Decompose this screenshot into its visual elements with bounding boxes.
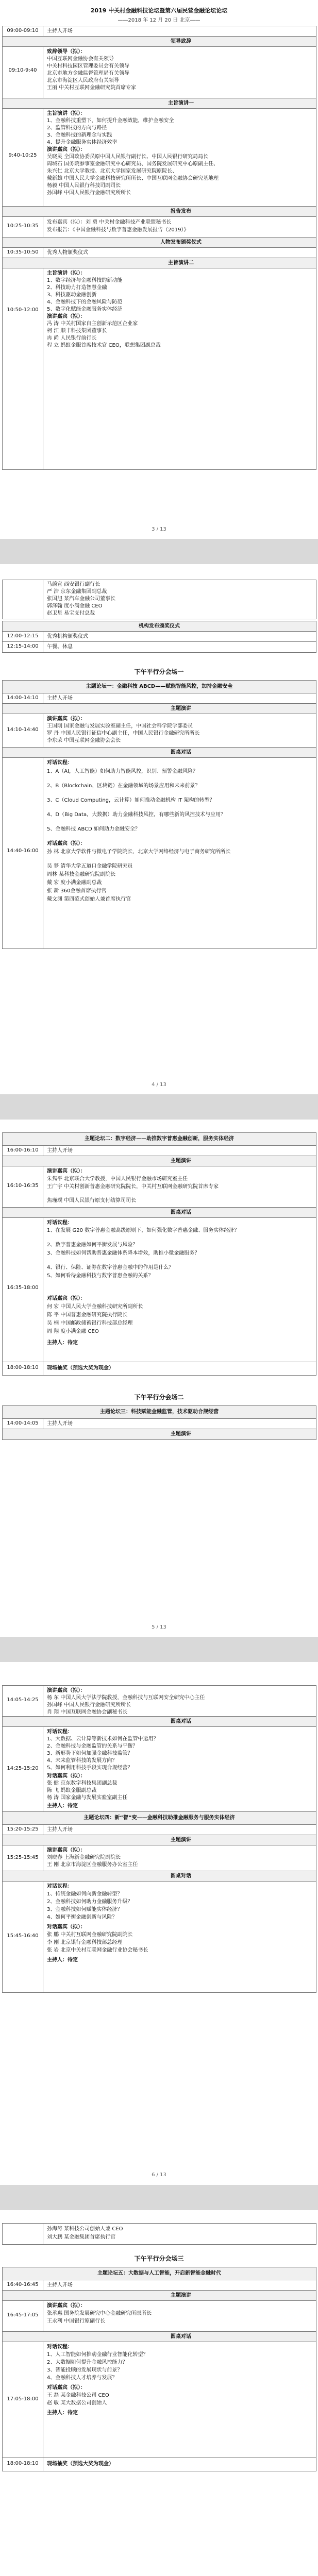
table-row: 主旨演讲一 [3, 98, 316, 109]
table-row: 16:10-16:35 演讲嘉宾（拟）： 朱隽平 北京联合大学教授，中国人民银行金融市场研究室主任 王广宇 中关村创新普惠金融研究院院长，中关村互联网金融研究院首席专家 焦瑾璞 中国人民银行原支付结算司司长 [3, 1166, 316, 1208]
document-subtitle: ——2018 年 12 月 20 日 北京—— [118, 18, 200, 23]
table-row: 主题论坛二：数字经济——助推数字普惠金融创新，服务实体经济 [3, 1133, 316, 1146]
table-row: 圆桌对话 [3, 1208, 316, 1218]
table-row: 9:40-10:25 主旨演讲（拟）： 1、金融科技重塑下，如何提升金融效能，维护金融安全 2、监管科技的方向与路径 3、金融科技的新理念与实践 4、提升金融服务实体经济效率 演讲嘉宾（拟）： 吴晓灵 全国政协委员原中国人民银行副行长、中国人民银行研究局局长 周城石 国务院参事室金融研究中心研究员、国务院发展研究中心原副主任、 朱兴仁 北京大学教授、北京大学国家发展研究院原院长、 戴新雄 中国人民大学金融科技研究所所长、中国互联网金融协会研究基地理 杨毅 中国人民银行科技司副司长 孙国峰 中国人民银行金融研究所所长 [3, 109, 316, 207]
table-row: 主题演讲 [3, 1835, 316, 1845]
page-number: 5 / 13 [152, 1624, 166, 1630]
table-row: 主题论坛一：金融科技 ABCD——赋能智能风控，加持金融安全 [3, 681, 316, 693]
agenda-table: 孙海涛 某科技公司创始人兼 CEO 刘大鹏 某金融集团首席执行官 [2, 2223, 316, 2245]
table-row: 人物发布颁奖仪式 [3, 238, 316, 248]
section-heading: 下午平行分会场三 [134, 2255, 184, 2262]
table-row: 圆桌对话 [3, 1871, 316, 1882]
table-row: 主题演讲 [3, 2291, 316, 2301]
table-row: 报告发布 [3, 207, 316, 217]
table-row: 12:15-14:00 午餐、休息 [7, 643, 73, 650]
table-row: 15:25-15:45 演讲嘉宾（拟）： 刘晓春 上海新金融研究院副院长 王 刚 北京市海淀区金融服务办公室主任 [3, 1845, 316, 1871]
table-row: 主题论坛三：科技赋能金融监管，技术驱动合规经营 [3, 1406, 316, 1419]
table-row: 14:00-14:05 主持人开场 [3, 1419, 316, 1429]
agenda-table [2, 2267, 316, 2471]
page-number: 3 / 13 [152, 527, 166, 532]
page-gap [0, 539, 318, 564]
table-row: 主旨演讲二 [3, 258, 316, 268]
table-row: 12:00-12:15 优秀机构颁奖仪式 [3, 632, 316, 642]
document-title: 2019 中关村金融科技论坛暨第六届民营金融论坛论坛 [90, 7, 228, 14]
table-row: 主题论坛四：新“智”变——金融科技助推金融服务与服务实体经济 [3, 1812, 316, 1825]
page-gap [0, 1094, 318, 1120]
table-row: 09:10-9:40 致辞领导（拟）： 中国互联网金融协会有关领导 中关村科技园区管理委员会有关领导 北京市地方金融监督管理局有关领导 北京市海淀区人民政府有关领导 王丽 中关村互联网金融研究院首席专家 [3, 47, 316, 98]
sheet-3 [0, 1120, 318, 1637]
page-number: 6 / 13 [152, 2172, 166, 2178]
table-row: 10:50-12:00 主旨演讲（拟）： 1、数字经济与金融科技的新动能 2、科技助力打造智慧金融 3、科技驱动金融创新 4、金融科技下的金融风险与防范 5、数字化赋能金融服务实体经济 演讲嘉宾（拟）： 冯 涛 中关村国家自主创新示范区企业家 柯 江 顺丰科技集团董事长 冉 尚 人民银行前行长 程 立 蚂蚁金服首席技术官 CEO，联想集团副总裁 [7, 270, 161, 348]
table-row: 14:00-14:10 主持人开场 [3, 693, 316, 704]
table-row: 主题演讲 [3, 1156, 316, 1166]
sheet-1 [0, 0, 318, 539]
table-row: 主题论坛五：大数据与人工智能，开启新智能金融时代 [3, 2267, 316, 2280]
table-row: 主题演讲 [3, 1429, 316, 1439]
page-gap [0, 1637, 318, 1662]
table-row: 圆桌对话 [3, 1717, 316, 1727]
agenda-table [2, 621, 316, 653]
table-row: 14:40-16:00 对话议程： 1、A（AI，人工智能）如何助力智能风控，识别、预警金融风险？ 2、B（Blockchain，区块链）在金融领域的场景应用和未来前景？ 3、C（Cloud Computing，云计算）如何推动金融机构 IT 架构的转型？ 4、D（Big Data，大数据）助力金融科技风控，有哪些新的风控技术与应用？ 5、金融科技 ABCD 如何助力金融安全？ 对话嘉宾（拟）： 孙 林 北京大学软件与微电子学院院长，北京大学网络经济与电子商务研究所所长 吴 梦 清华大学五道口金融学院研究员 周林 某科技金融研究院副院长 戴 宏 度小满金融副总裁 张 新 360金融首席执行官 戴文渊 第四范式创始人兼首席执行官 [7, 760, 231, 902]
sheet-4 [0, 1662, 318, 2185]
agenda-table [2, 1405, 316, 1440]
agenda-table [2, 1685, 316, 1993]
section-heading: 下午平行分会场一 [134, 668, 184, 675]
table-row: 14:05-14:25 演讲嘉宾（拟）： 杨 东 中国人民大学法学院教授，金融科技与互联网安全研究中心主任 孙国峰 中国人民银行金融研究所所长 肖 翔 中国互联网金融协会副秘书长 [3, 1686, 316, 1717]
table-row: 16:00-16:10 主持人开场 [3, 1146, 316, 1156]
table-row: 17:05-18:00 对话议程： 1、人工智能如何推动金融行业智能化转型？ 2、大数据如何提升金融风控能力？ 3、智能投顾的发展现状与前景？ 4、金融科技人才培养与发展？ 对话嘉宾（拟）： 王 磊 某金融科技公司 CEO 赵 敏 某大数据公司创始人 主持人：待定 [3, 2342, 316, 2458]
table-row: 14:25-15:20 对话议程： 1、大数据、云计算等新技术如何在监管中运用？ 2、金融科技与金融监管的关系与平衡？ 3、新形势下如何加强金融科技监管？ 4、未来监管科技的发展方向？ 5、如何利用科技手段实现合规经营？ 对话嘉宾（拟）： 张 健 京东数字科技集团副总裁 陈 飞 蚂蚁金服副总裁 杨 涛 国家金融与发展实验室副主任 主持人：待定 [3, 1727, 316, 1812]
agenda-table: 马蔚宣 西安银行副行长 严 浩 京东金融集团副总裁 张国旭 某汽车金融公司董事长 郭泽翰 度小满金融 CEO 赵卫星 易宝支付总裁 [2, 580, 316, 619]
table-row: 16:35-18:00 对话议程： 1、在发展 G20 数字普惠金融高级原则下，如何强化数字普惠金融、服务实体经济？ 2、数字普惠金融如何平衡发展与风险？ 3、金融科技如何帮助普惠金融体系降本增效，助推小微金融服务？ 4、银行、保险、证券在数字普惠金融中的作用是什么？ 5、如何看待金融科技与数字普惠金融的关系？ 对话嘉宾（拟）： 何 宏 中国人民大学金融科技研究所副所长 陈 平 中国普惠金融研究院执行院长 吴 楠 中国邮政储蓄银行科技部总经理 周 翔 度小满金融 CEO 主持人：待定 [3, 1218, 316, 1362]
table-row: 15:20-15:25 主持人开场 [3, 1825, 316, 1835]
page-number: 4 / 13 [152, 1082, 166, 1088]
agenda-table [2, 680, 316, 949]
table-row: 18:00-18:10 现场抽奖（预选大奖为现金） [7, 1365, 114, 1371]
sheet-2 [0, 564, 318, 1094]
table-row: 领导致辞 [3, 37, 316, 47]
section-heading: 下午平行分会场二 [134, 1394, 184, 1401]
table-row: 18:00-18:10 现场抽奖（预选大奖为现金） [7, 2461, 114, 2467]
agenda-table [2, 1132, 316, 1376]
table-row: 机构发布颁奖仪式 [3, 621, 316, 632]
agenda-table [2, 26, 316, 470]
table-row: 圆桌对话 [3, 748, 316, 758]
table-row: 主题演讲 [3, 704, 316, 714]
table-row: 15:45-16:40 对话议程： 1、传统金融如何向新金融转型？ 2、金融科技如何助力金融服务升级？ 3、金融科技如何赋能实体经济？ 4、如何平衡金融创新与风险？ 对话嘉宾（拟）： 张 鹏 中关村互联网金融研究院副院长 李 刚 北京银行金融科技部总经理 张 岩 北京中关村互联网金融行业协会秘书长 主持人：待定 [7, 1884, 148, 1963]
table-row: 16:45-17:05 演讲嘉宾（拟）： 张承惠 国务院发展研究中心金融研究所原所长 王永利 中国银行原副行长 [3, 2301, 316, 2332]
page-gap [0, 2185, 318, 2210]
table-row: 10:35-10:50 优秀人物颁奖仪式 [3, 248, 316, 258]
table-row: 10:25-10:35 发布嘉宾（拟）：刘 勇 中关村金融科技产业联盟秘书长 发布报告：《中国金融科技与数字普惠金融发展报告（2019）》 [3, 217, 316, 238]
table-row: 09:00-09:10 主持人开场 [3, 26, 316, 37]
sheet-5 [0, 2210, 318, 2576]
table-row: 14:10-14:40 演讲嘉宾（拟）： 王国刚 国家金融与发展实验室副主任，中国社会科学院学部委员 罗 丹 中国人民银行征信中心副主任，中国人民银行金融研究所所长 李东荣 中国互联网金融协会会长 [3, 714, 316, 748]
table-row: 16:40-16:45 主持人开场 [3, 2280, 316, 2291]
table-row: 圆桌对话 [3, 2332, 316, 2342]
